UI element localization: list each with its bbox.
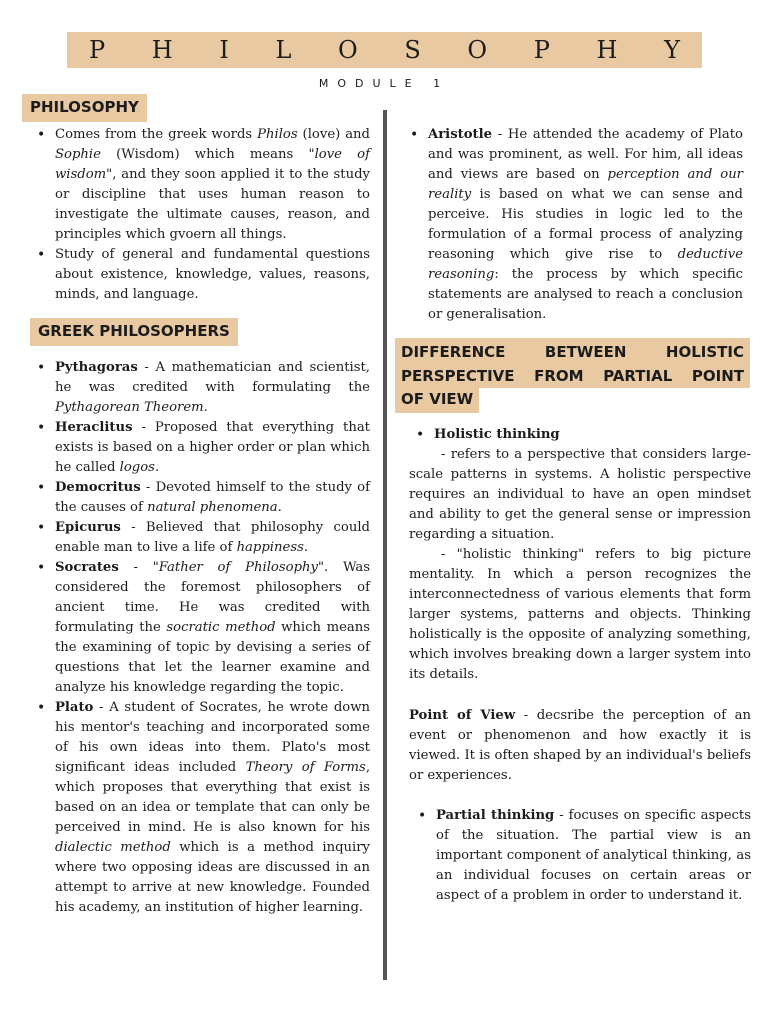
heading-line [401,340,744,364]
text: . Was considered the foremost philosophers of ancient time. He was credited with formulating the [55,560,371,635]
title-letter: Y [664,36,680,64]
name: Pythagoras [55,360,138,375]
heading-word: DIFFERENCE [401,343,506,361]
text-italic: Theory of Forms [245,760,366,775]
text-italic: socratic method [166,620,276,635]
paragraph: - refers to a perspective that considers large-scale patterns in systems. A holistic perspective requires an individual to have an open mindset and ability to get the general sense or impression regarding a situation. [409,447,751,542]
text: (Wisdom) which means [100,147,309,162]
text-italic: perception and our reality [428,167,743,202]
heading-greek-philosophers: GREEK PHILOSOPHERS [30,318,238,346]
title-letter: S [404,36,421,64]
text: (love) and [297,127,370,142]
subheading: Partial thinking [436,808,555,823]
name: Plato [55,700,94,715]
heading-word: BETWEEN [544,343,627,361]
list-item-holistic [434,425,751,445]
page-title [67,32,702,68]
list-item-plato [55,698,370,918]
paragraph [409,706,751,786]
text: - A student of Socrates, he wrote down his mentor's teaching and incorporated some of his own ideas into them. Plato's most significant ideas included [55,700,370,775]
list-item [55,125,370,245]
list-item-democritus: • Democritus - Devoted himself to the study of the causes of natural phenomena. [55,478,370,518]
list-item-socrates [55,558,370,698]
heading-word: PARTIAL [603,367,673,385]
text-italic: logos [119,460,155,475]
list-item: • Study of general and fundamental questions about existence, knowledge, values, reasons, minds, and language. [55,245,370,305]
aristotle-section [403,125,743,325]
text-italic: happiness [236,540,304,555]
name: Democritus [55,480,141,495]
text: which is a method inquiry where two opposing ideas are discussed in an attempt to arrive at new knowledge. Founded his academy, an institution of higher learning. [55,840,370,915]
list-item-pythagoras: • Pythagoras - A mathematician and scientist, he was credited with formulating the Pythagorean Theorem. [55,358,370,418]
text: - Believed that philosophy could enable man to live a life of [55,520,370,555]
text-italic: Philos [257,127,298,142]
list-item-epicurus: • Epicurus - Believed that philosophy could enable man to live a life of happiness. [55,518,370,558]
text: - He attended the academy of Plato and was prominent, as well. For him, all ideas and views are based on [428,127,743,182]
title-letter: H [596,36,618,64]
list-item-partial [436,806,751,906]
text: Comes from the greek words [55,127,258,142]
heading-word: POINT [691,367,744,385]
name: Epicurus [55,520,121,535]
name: Socrates [55,560,119,575]
text: - [118,560,153,575]
title-letter: P [89,36,106,64]
text: is based on what we can sense and perceive. His studies in logic led to the formulation of a formal process of analyzing reasoning which give rise to [428,187,743,262]
text-italic: "love of wisdom" [55,147,370,182]
title-letter: H [151,36,173,64]
text-italic: Pythagorean Theorem [55,400,204,415]
subheading: Point of View [409,708,516,723]
heading-difference-end: OF VIEW [395,387,479,413]
partial-section [411,806,751,906]
title-letter: L [275,36,292,64]
title-letter: P [533,36,550,64]
text: - Proposed that everything that exists is based on a higher order or plan which he called [55,420,370,475]
title-letter: O [338,36,358,64]
point-of-view-section [409,706,751,786]
module-label: MODULE 1 [318,77,450,90]
text: which means the examining of topic by devising a series of questions that let the learner examine and analyze his knowledge regarding the topic. [55,620,370,695]
greek-philosophers-section [30,358,370,918]
text: , and they soon applied it to the study or discipline that uses human reason to investigate the ultimate causes, reason, and principles which gvoern all things. [55,167,370,242]
text: - focuses on specific aspects of the situation. The partial view is an important component of analytical thinking, as an individual focuses on certain areas or aspect of a problem in order to understand it. [436,808,751,903]
title-letter: O [467,36,488,64]
philosophy-section [30,125,370,305]
text-italic: dialectic method [55,840,171,855]
text: - Devoted himself to the study of the causes of [55,480,370,515]
text-italic: "Father of Philosophy" [152,560,325,575]
column-divider [383,110,387,980]
paragraph: - "holistic thinking" refers to big picture mentality. In which a person recognizes the interconnectedness of various elements that form larger systems, patterns and objects. Thinking holistically is the opposite of analyzing something, which involves breaking down a larger system into its details. [409,547,751,682]
name: Heraclitus [55,420,133,435]
text-italic: Sophie [55,147,101,162]
subheading: Holistic thinking [434,427,560,442]
text: - A mathematician and scientist, he was credited with formulating the [55,360,370,395]
heading-philosophy: PHILOSOPHY [22,94,147,122]
text: : the process by which specific statements are analysed to reach a conclusion or generalisation. [428,267,743,322]
text: - decsribe the perception of an event or phenomenon and how exactly it is viewed. It is often shaped by an individual's beliefs or experiences. [409,708,751,783]
heading-word: HOLISTIC [665,343,744,361]
text: , which proposes that everything that exist is based on an idea or template that can only be perceived in mind. He is also known for his [55,760,371,835]
heading-word: PERSPECTIVE [401,367,515,385]
heading-line [401,364,744,388]
name: Aristotle [428,127,492,142]
heading-difference [395,338,750,388]
holistic-section [409,425,751,685]
list-item-aristotle [428,125,743,325]
title-letter: I [219,36,229,64]
heading-word: FROM [534,367,584,385]
text-italic: deductive reasoning [428,247,743,282]
list-item-heraclitus: • Heraclitus - Proposed that everything that exists is based on a higher order or plan which he called logos. [55,418,370,478]
text-italic: natural phenomena [147,500,278,515]
